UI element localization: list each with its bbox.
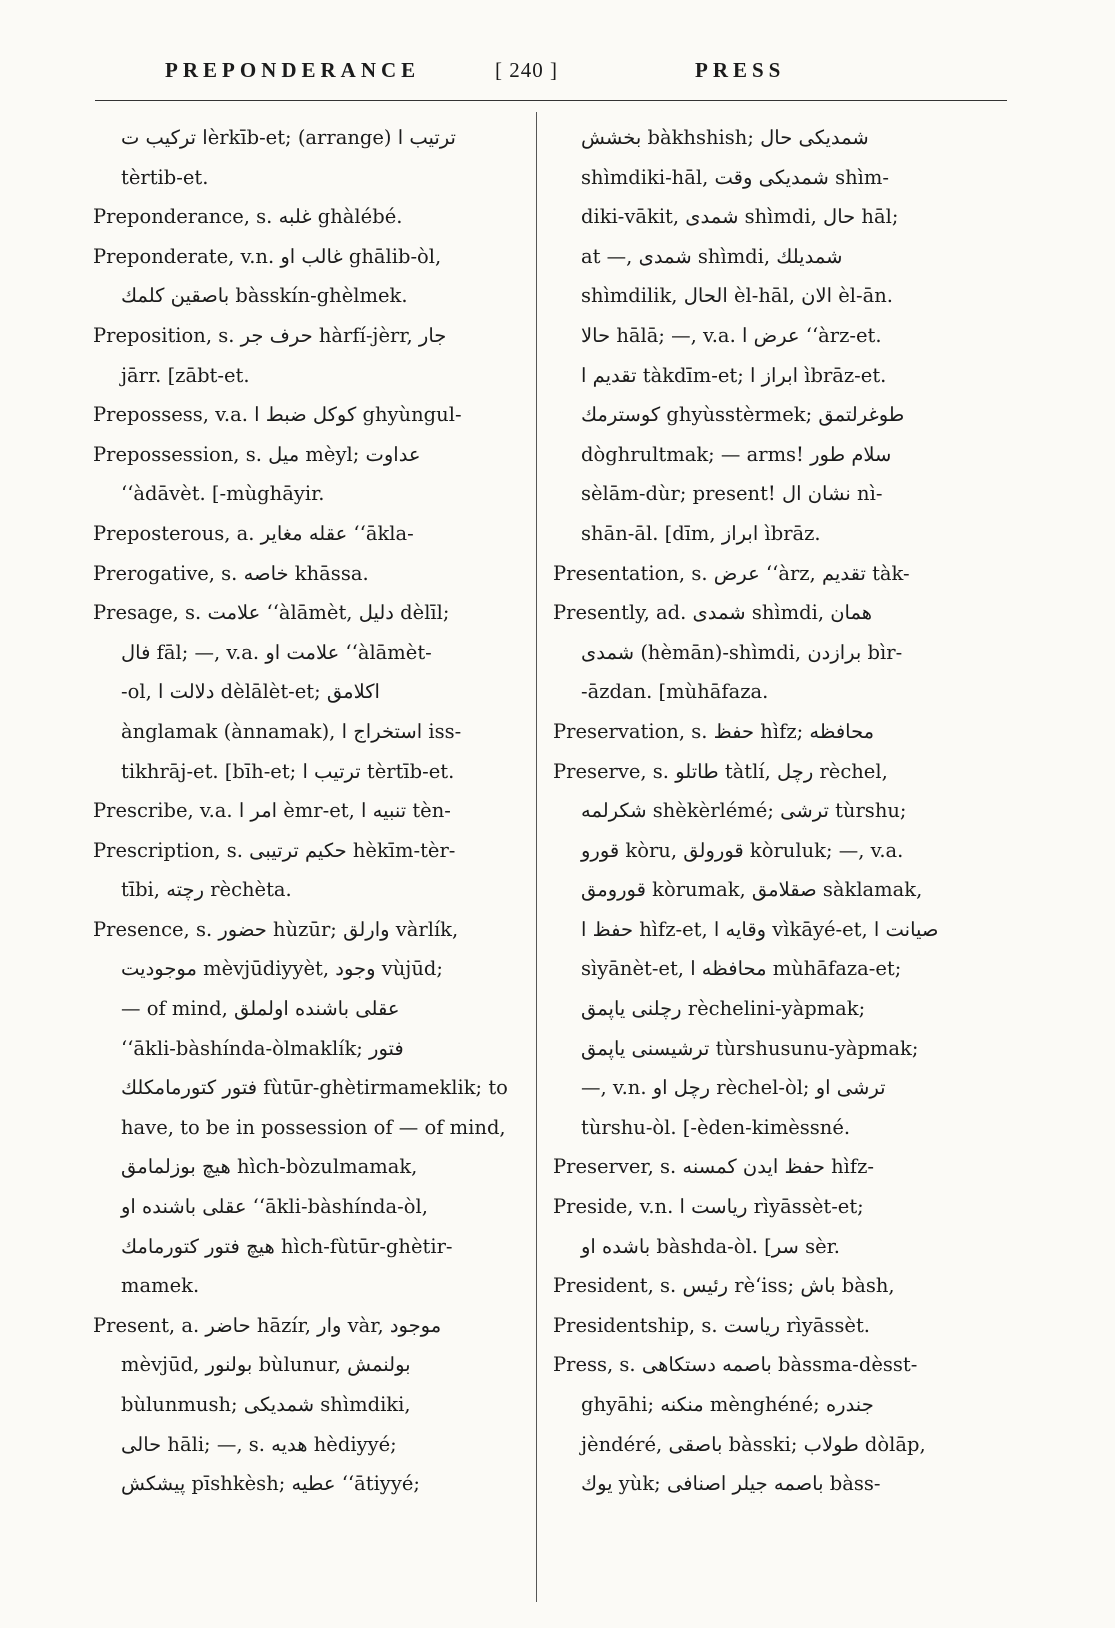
entry-line: بخشش bàkhshish; شمدیکی حال xyxy=(581,126,869,149)
entry-line: tikhrāj-et. [bīh-et; ترتیب ا tèrtīb-et. xyxy=(121,759,455,783)
entry-line: tùrshu-òl. [-èden-kimèssné. xyxy=(581,1115,851,1139)
entry-line: موجودیت mèvjūdiyyèt, وجود vùjūd; xyxy=(121,957,443,981)
entry-line: mèvjūd, بولنور bùlunur, بولنمش xyxy=(121,1353,411,1377)
entry-line: عقلی باشنده او ʻʻākli-bàshínda-òl, xyxy=(121,1195,428,1219)
entry-line: tībi, رچته rèchèta. xyxy=(121,878,292,902)
entry-line: ʻʻàdāvèt. [-mùghāyir. xyxy=(121,482,325,506)
entry-line: — of mind, عقلی باشنده اولملق xyxy=(121,997,400,1021)
entry-line: shìmdiki-hāl, شمدیکی وقت shìm- xyxy=(581,165,889,189)
entry-line: Present, a. حاضر hāzír, وار vàr, موجود xyxy=(93,1313,442,1337)
entry-line: -āzdan. [mùhāfaza. xyxy=(581,680,769,704)
entry-line: قورومق kòrumak, صقلامق sàklamak, xyxy=(581,878,923,902)
entry-line: at —, شمدی shìmdi, شمدیلك xyxy=(581,244,843,268)
entry-line: jèndéré, باصقی bàsski; طولاب dòlāp, xyxy=(581,1432,926,1456)
right-column xyxy=(553,118,973,1504)
entry-line: ànglamak (ànnamak), استخراج ا iss- xyxy=(121,719,462,743)
left-column xyxy=(93,118,513,1504)
entry-line: dòghrultmak; — arms! سلام طور xyxy=(581,442,892,466)
entry-line: Preserver, s. حفظ ایدن کمسنه hìfz- xyxy=(553,1155,874,1179)
entry-line: Preside, v.n. ریاست ا rìyāssèt-et; xyxy=(553,1195,864,1219)
header-rule xyxy=(95,100,1007,101)
entry-line: shān-āl. [dīm, ابراز ìbrāz. xyxy=(581,521,821,545)
entry-line: sèlām-dùr; present! نشان ال nì- xyxy=(581,482,883,506)
entry-line: shìmdilik, الحال èl-hāl, الان èl-ān. xyxy=(581,284,893,308)
header-first-entry: PREPONDERANCE xyxy=(165,58,421,82)
entry-line: Preserve, s. طاتلو tàtlí, رچل rèchel, xyxy=(553,759,888,783)
entry-line: Presidentship, s. ریاست rìyāssèt. xyxy=(553,1313,871,1337)
entry-line: Prescribe, v.a. امر ا èmr-et, تنبیه ا tèn- xyxy=(93,799,451,823)
entry-line: فال fāl; —, v.a. علامت او ʻʻàlāmèt- xyxy=(121,640,432,664)
entry-line: jārr. [zābt-et. xyxy=(121,363,250,387)
entry-line: یوك yùk; باصمه جیلر اصنافی bàss- xyxy=(581,1472,881,1496)
header-last-entry: PRESS xyxy=(695,58,786,82)
column-divider xyxy=(536,112,537,1602)
entry-line: mamek. xyxy=(121,1274,200,1298)
entry-line: هیچ فتور کتورمامك hìch-fùtūr-ghètir- xyxy=(121,1234,453,1258)
entry-line: قورو kòru, قورولق kòruluk; —, v.a. xyxy=(581,838,904,862)
entry-line: باصقین کلمك bàsskín-ghèlmek. xyxy=(121,284,408,308)
entry-line: Presentation, s. عرض ʻʻàrz, تقدیم tàk- xyxy=(553,561,910,585)
entry-line: ترشیسنی یاپمق tùrshusunu-yàpmak; xyxy=(581,1036,919,1060)
entry-line: President, s. رئیس rèʻiss; باش bàsh, xyxy=(553,1274,895,1298)
entry-line: Presently, ad. شمدی shìmdi, همان xyxy=(553,601,873,625)
entry-line: ghyāhi; منکنه mènghéné; جندره xyxy=(581,1393,874,1416)
entry-line: Prepossession, s. میل mèyl; عداوت xyxy=(93,442,421,466)
entry-line: فتور کتورمامکلك fùtūr-ghètirmameklik; to xyxy=(121,1076,508,1100)
entry-line: شمدی (hèmān)-shìmdi, برازدن bìr- xyxy=(581,640,903,664)
entry-line: پیشکش pīshkèsh; عطیه ʻʻātiyyé; xyxy=(121,1472,420,1496)
entry-line: Preposterous, a. عقله مغایر ʻʻākla- xyxy=(93,521,414,545)
entry-line: حفظ ا hìfz-et, وقایه ا vìkāyé-et, صیانت ا xyxy=(581,917,939,941)
entry-line: حالا hālā; —, v.a. عرض ا ʻʻàrz-et. xyxy=(581,323,882,347)
entry-line: شکرلمه shèkèrlémé; ترشی tùrshu; xyxy=(581,799,907,823)
entry-line: ا ترکیب تèrkīb-et; (arrange) ترتیب ا xyxy=(121,126,456,149)
entry-line: have, to be in possession of — of mind, xyxy=(121,1115,506,1139)
running-header xyxy=(95,54,1005,88)
entry-line: Press, s. باصمه دستکاهی bàssma-dèsst- xyxy=(553,1353,918,1377)
entry-line: کوسترمك ghyùsstèrmek; طوغرلتمق xyxy=(581,403,905,427)
entry-line: ʻʻākli-bàshínda-òlmaklík; فتور xyxy=(121,1036,404,1060)
entry-line: Presage, s. علامت ʻʻàlāmèt, دلیل dèlīl; xyxy=(93,601,450,625)
entry-line: —, v.n. رچل او rèchel-òl; ترشی او xyxy=(581,1076,886,1100)
entry-line: Preservation, s. حفظ hìfz; محافظه xyxy=(553,719,875,743)
entry-line: Presence, s. حضور hùzūr; وارلق vàrlík, xyxy=(93,917,459,941)
entry-line: حالی hāli; —, s. هدیه hèdiyyé; xyxy=(121,1432,397,1456)
entry-line: diki-vākit, شمدی shìmdi, حال hāl; xyxy=(581,205,899,229)
entry-line: رچلنی یاپمق rèchelini-yàpmak; xyxy=(581,997,866,1021)
entry-line: sìyānèt-et, محافظه ا mùhāfaza-et; xyxy=(581,957,902,981)
entry-line: Preponderate, v.n. غالب او ghālib-òl, xyxy=(93,244,442,268)
entry-line: Preponderance, s. غلبه ghàlébé. xyxy=(93,205,403,229)
entry-line: باشده او bàshda-òl. [سر sèr. xyxy=(581,1234,840,1258)
entry-line: Prescription, s. حکیم ترتیبی hèkīm-tèr- xyxy=(93,838,456,862)
entry-line: هیچ بوزلمامق hìch-bòzulmamak, xyxy=(121,1155,418,1179)
entry-line: تقدیم ا tàkdīm-et; ابراز ا ìbrāz-et. xyxy=(581,363,887,387)
page-number: [ 240 ] xyxy=(495,58,558,82)
entry-line: -ol, دلالت ا dèlālèt-et; اکلامق xyxy=(121,680,380,704)
entry-line: Prepossess, v.a. کوکل ضبط ا ghyùngul- xyxy=(93,403,462,427)
entry-line: tèrtib-et. xyxy=(121,165,209,189)
entry-line: Preposition, s. حرف جر hàrfí-jèrr, جار xyxy=(93,323,447,347)
entry-line: bùlunmush; شمدیکی shìmdiki, xyxy=(121,1393,411,1416)
entry-line: Prerogative, s. خاصه khāssa. xyxy=(93,561,369,585)
